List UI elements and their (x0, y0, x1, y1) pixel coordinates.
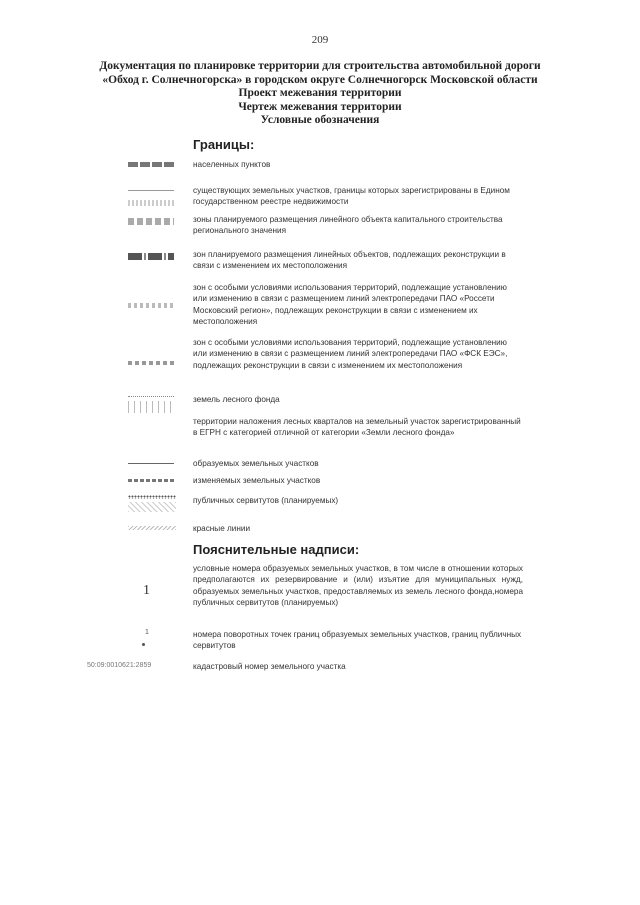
legend-text: зон с особыми условиями использования территорий, подлежащие установлению или изменению в связи с размещением линий электропередачи ПАО «Россети Московский регион», подлежащих реконструкции в связи с изменением их местоположения (193, 283, 507, 327)
legend-text: зоны планируемого размещения линейного объекта капитального строительства регионального значения (193, 215, 503, 236)
note-text: номера поворотных точек границ образуемых земельных участков, границ публичных сервитутов (193, 630, 522, 651)
header-drawing-title: Чертеж межевания территории (238, 100, 402, 113)
legend-text: земель лесного фонда (193, 395, 280, 404)
rosseti-special-zone-symbol (128, 303, 174, 308)
header-legend-title: Условные обозначения (260, 114, 380, 127)
changed-parcel-symbol (128, 479, 176, 482)
header-title-line-2: «Обход г. Солнечногорска» в городском округе Солнечногорск Московской области (102, 73, 538, 86)
note-text: кадастровый номер земельного участка (193, 662, 346, 671)
legend-text: публичных сервитутов (планируемых) (193, 496, 339, 505)
legend-text: населенных пунктов (193, 160, 271, 169)
legend-text: зон планируемого размещения линейных объектов, подлежащих реконструкции в связи с изменением их местоположения (193, 250, 506, 271)
boundaries-heading: Границы: (193, 137, 255, 152)
legend-text: красные линии (193, 524, 251, 533)
settlement-boundary-symbol (128, 162, 174, 167)
header-project-title: Проект межевания территории (238, 87, 402, 100)
planned-placement-zone-symbol (128, 218, 174, 225)
public-easement-symbol (128, 495, 176, 499)
legend-text: территории наложения лесных кварталов на земельный участок зарегистрированный в ЕГРН с категорией отличной от категории «Земли лесного фонда» (193, 417, 521, 438)
turning-point-number-symbol: 1 (145, 629, 149, 636)
hatch-fill (128, 200, 174, 206)
legend-text: образуемых земельных участков (193, 459, 319, 468)
page-number: 209 (311, 34, 329, 46)
forest-overlap-symbol (128, 422, 174, 434)
red-lines-symbol (128, 526, 176, 530)
turning-point-dot-icon (142, 643, 145, 646)
existing-parcel-boundary-symbol (128, 190, 174, 191)
fsk-special-zone-symbol (128, 361, 174, 365)
hatch-fill (128, 502, 176, 512)
formed-parcel-symbol (128, 463, 174, 464)
reconstruction-zone-symbol (128, 253, 174, 260)
note-text: условные номера образуемых земельных участков, в том числе в отношении которых предполагаются их резервирование и (или) изъятие для муниципальных нужд, образуемых земельных участков, предоставляемых из земель лесного фонда,номера публичных сервитутов (планируемых) (193, 564, 523, 608)
notes-heading: Пояснительные надписи: (193, 542, 360, 557)
legend-text: существующих земельных участков, границы которых зарегистрированы в Едином государственном реестре недвижимости (193, 186, 510, 207)
header-title-line-1: Документация по планировке территории для строительства автомобильной дороги (99, 60, 541, 72)
legend-text: изменяемых земельных участков (193, 476, 321, 485)
legend-text: зон с особыми условиями использования территорий, подлежащие установлению или изменению в связи с размещением линий электропередачи ПАО «ФСК ЕЭС», подлежащих реконструкции в связи с изменением их местоположения (193, 338, 508, 370)
forest-fund-symbol (128, 396, 174, 413)
parcel-number-symbol: 1 (143, 583, 150, 598)
cadastral-number-sample: 50:09:0010621:2859 (87, 662, 152, 669)
document-header (40, 60, 600, 128)
